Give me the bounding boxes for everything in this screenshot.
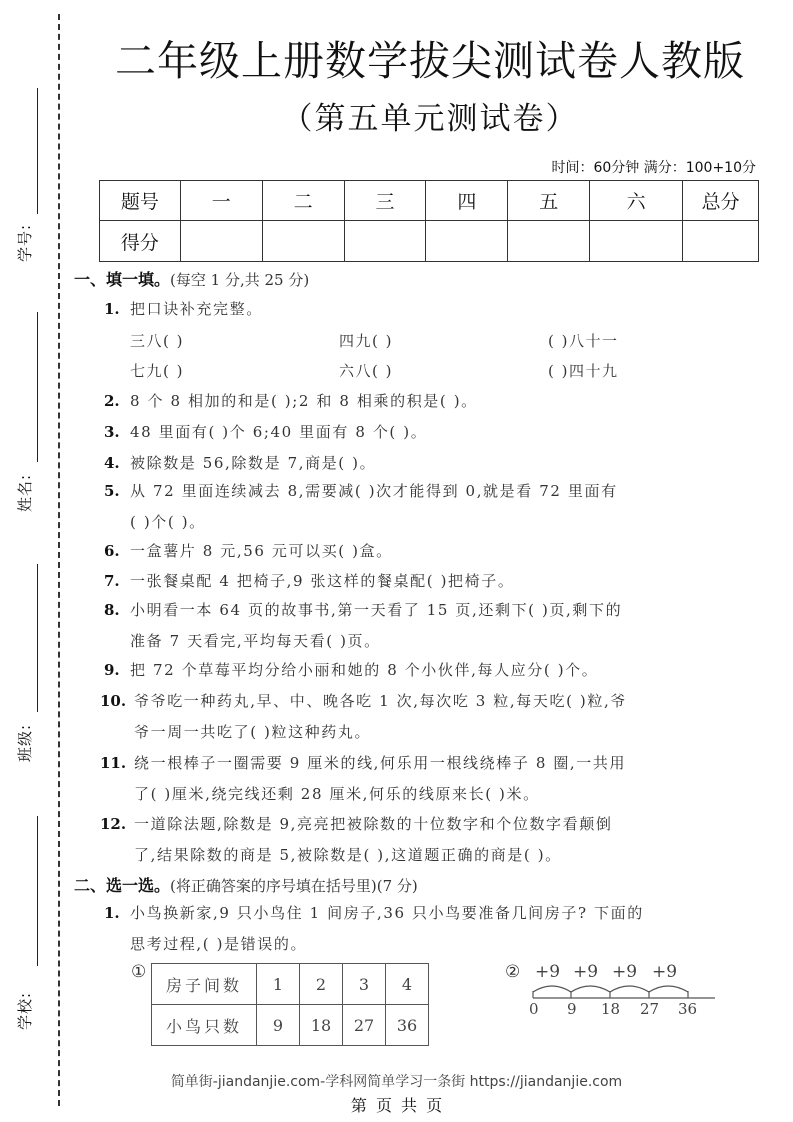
question-8 xyxy=(104,595,766,657)
score-cell[interactable] xyxy=(683,221,759,262)
cell: 36 xyxy=(386,1005,429,1046)
question-text: 把口诀补充完整。 xyxy=(130,300,263,318)
section2-heading xyxy=(74,873,418,896)
page-subtitle: （第五单元测试卷） xyxy=(281,101,579,137)
section1-title: 一、填一填。 xyxy=(74,270,171,289)
question-text: 一盒薯片 8 元,56 元可以买( )盒。 xyxy=(130,542,393,560)
rhyme-item: 七九( ) xyxy=(130,362,184,380)
option-2-marker: ② xyxy=(505,962,521,982)
question-2 xyxy=(104,386,766,417)
score-cell[interactable] xyxy=(262,221,344,262)
school-label: 学校: xyxy=(16,991,34,1030)
rhyme-item: ( )四十九 xyxy=(548,362,619,380)
question-11 xyxy=(100,748,762,810)
question-text-cont: ( )个( )。 xyxy=(130,513,206,531)
question-4 xyxy=(104,448,766,479)
rhyme-item: 三八( ) xyxy=(130,332,184,350)
question-text: 绕一根棒子一圈需要 9 厘米的线,何乐用一根线绕棒子 8 圈,一共用 xyxy=(134,754,627,772)
cell: 4 xyxy=(386,964,429,1005)
question-6 xyxy=(104,536,766,567)
score-cell[interactable] xyxy=(426,221,508,262)
question-number: 1. xyxy=(104,300,120,318)
question-text: 一道除法题,除数是 9,亮亮把被除数的十位数字和个位数字看颠倒 xyxy=(134,815,613,833)
header-cell: 一 xyxy=(180,181,262,221)
cell: 18 xyxy=(300,1005,343,1046)
header-cell: 二 xyxy=(262,181,344,221)
question-text-cont: 准备 7 天看完,平均每天看( )页。 xyxy=(130,632,381,650)
question-number: 12. xyxy=(100,815,127,833)
tick-label: 18 xyxy=(601,1000,621,1018)
footer-source: 简单街-jiandanjie.com-学科网简单学习一条街 https://jiandanjie.com xyxy=(170,1074,623,1090)
cell: 1 xyxy=(257,964,300,1005)
question-number: 1. xyxy=(104,904,120,922)
cell: 27 xyxy=(343,1005,386,1046)
header-cell: 六 xyxy=(590,181,683,221)
score-table xyxy=(99,180,759,262)
question-text-cont: 了,结果除数的商是 5,被除数是( ),这道题正确的商是( )。 xyxy=(134,846,562,864)
question-number: 4. xyxy=(104,454,120,472)
question-number: 6. xyxy=(104,542,120,560)
page-title: 二年级上册数学拔尖测试卷人教版 xyxy=(115,37,745,85)
tick-label: 27 xyxy=(640,1000,660,1018)
question-text: 被除数是 56,除数是 7,商是( )。 xyxy=(130,454,377,472)
binding-dotted-line xyxy=(58,14,60,1106)
cell: 9 xyxy=(257,1005,300,1046)
class-label: 班级: xyxy=(16,723,34,762)
question-text: 小明看一本 64 页的故事书,第一天看了 15 页,还剩下( )页,剩下的 xyxy=(130,601,623,619)
row-label: 小鸟只数 xyxy=(152,1005,257,1046)
rhyme-item: ( )八十一 xyxy=(548,332,619,350)
question-number: 3. xyxy=(104,423,120,441)
score-cell[interactable] xyxy=(590,221,683,262)
header-cell: 三 xyxy=(344,181,426,221)
question-10 xyxy=(100,686,762,748)
table-row xyxy=(152,1005,429,1046)
student-id-line xyxy=(37,88,38,214)
name-line xyxy=(37,312,38,462)
cell: 3 xyxy=(343,964,386,1005)
question-text: 一张餐桌配 4 把椅子,9 张这样的餐桌配( )把椅子。 xyxy=(130,572,515,590)
question-number: 2. xyxy=(104,392,120,410)
score-cell[interactable] xyxy=(180,221,262,262)
question-12 xyxy=(100,809,762,871)
rhyme-item: 六八( ) xyxy=(339,362,393,380)
question-number: 5. xyxy=(104,482,120,500)
section1-heading xyxy=(74,267,309,290)
jump-label: +9 xyxy=(573,962,599,982)
houses-birds-table xyxy=(151,963,429,1046)
header-cell: 总分 xyxy=(683,181,759,221)
score-cell[interactable] xyxy=(344,221,426,262)
section2-title: 二、选一选。 xyxy=(74,876,171,895)
page-number: 第 页 共 页 xyxy=(350,1096,443,1115)
question-text: 48 里面有( )个 6;40 里面有 8 个( )。 xyxy=(130,423,428,441)
jump-label: +9 xyxy=(535,962,561,982)
row-label: 得分 xyxy=(100,221,181,262)
header-cell: 五 xyxy=(508,181,590,221)
cell: 2 xyxy=(300,964,343,1005)
question-3 xyxy=(104,417,766,448)
student-id-label: 学号: xyxy=(16,223,34,262)
option-1-marker: ① xyxy=(131,962,147,982)
header-cell: 题号 xyxy=(100,181,181,221)
school-line xyxy=(37,816,38,966)
class-line xyxy=(37,564,38,712)
score-cell[interactable] xyxy=(508,221,590,262)
question-1 xyxy=(104,294,766,325)
question-text-cont: 思考过程,( )是错误的。 xyxy=(130,935,308,953)
question-9 xyxy=(104,655,766,686)
table-row xyxy=(152,964,429,1005)
question-number: 7. xyxy=(104,572,120,590)
name-label: 姓名: xyxy=(16,473,34,512)
section2-question-1 xyxy=(104,898,766,960)
jump-label: +9 xyxy=(652,962,678,982)
question-text: 从 72 里面连续减去 8,需要减( )次才能得到 0,就是看 72 里面有 xyxy=(130,482,618,500)
question-text: 爷爷吃一种药丸,早、中、晚各吃 1 次,每次吃 3 粒,每天吃( )粒,爷 xyxy=(134,692,627,710)
jump-label: +9 xyxy=(612,962,638,982)
tick-label: 0 xyxy=(529,1000,539,1018)
question-number: 11. xyxy=(100,754,127,772)
question-text-cont: 爷一周一共吃了( )粒这种药丸。 xyxy=(134,723,372,741)
question-5 xyxy=(104,476,766,538)
question-7 xyxy=(104,566,766,597)
number-line xyxy=(525,962,720,1022)
question-number: 9. xyxy=(104,661,120,679)
tick-label: 9 xyxy=(567,1000,577,1018)
section1-note: (每空 1 分,共 25 分) xyxy=(170,271,310,289)
score-table-score-row xyxy=(100,221,759,262)
tick-label: 36 xyxy=(678,1000,698,1018)
question-number: 8. xyxy=(104,601,120,619)
exam-meta: 时间：60分钟 满分：100+10分 xyxy=(551,160,756,176)
question-text: 8 个 8 相加的和是( );2 和 8 相乘的积是( )。 xyxy=(130,392,478,410)
question-number: 10. xyxy=(100,692,127,710)
header-cell: 四 xyxy=(426,181,508,221)
section2-note: (将正确答案的序号填在括号里)(7 分) xyxy=(170,877,418,895)
score-table-header-row xyxy=(100,181,759,221)
question-text: 小鸟换新家,9 只小鸟住 1 间房子,36 只小鸟要准备几间房子? 下面的 xyxy=(130,904,644,922)
question-text-cont: 了( )厘米,绕完线还剩 28 厘米,何乐的线原来长( )米。 xyxy=(134,785,540,803)
rhyme-item: 四九( ) xyxy=(339,332,393,350)
row-label: 房子间数 xyxy=(152,964,257,1005)
question-text: 把 72 个草莓平均分给小丽和她的 8 个小伙伴,每人应分( )个。 xyxy=(130,661,599,679)
